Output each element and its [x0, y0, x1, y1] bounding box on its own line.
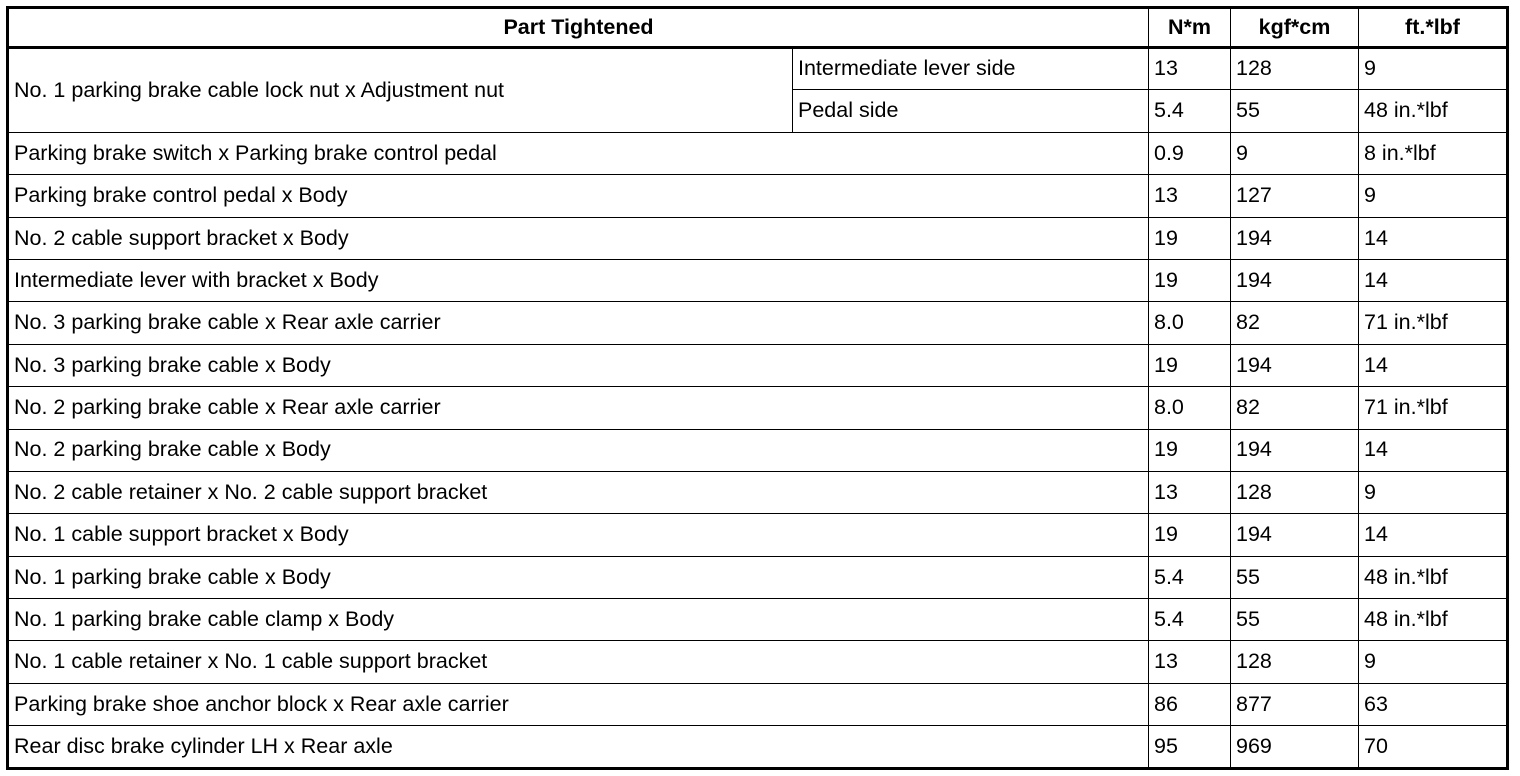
table-row — [8, 344, 1508, 386]
ftlbf-cell: 71 in.*lbf — [1359, 387, 1508, 429]
ftlbf-cell: 71 in.*lbf — [1359, 302, 1508, 344]
table-body — [8, 48, 1508, 769]
part-cell: Intermediate lever with bracket x Body — [8, 259, 1149, 301]
kgfcm-cell: 194 — [1231, 344, 1359, 386]
nm-cell: 5.4 — [1149, 599, 1231, 641]
part-cell: No. 2 parking brake cable x Rear axle carrier — [8, 387, 1149, 429]
table-row — [8, 429, 1508, 471]
nm-cell: 95 — [1149, 726, 1231, 768]
nm-cell: 8.0 — [1149, 387, 1231, 429]
kgfcm-cell: 194 — [1231, 429, 1359, 471]
table-row — [8, 175, 1508, 217]
ftlbf-cell: 14 — [1359, 217, 1508, 259]
header-nm: N*m — [1149, 8, 1231, 48]
ftlbf-cell: 63 — [1359, 683, 1508, 725]
kgfcm-cell: 877 — [1231, 683, 1359, 725]
part-cell: No. 1 cable retainer x No. 1 cable support bracket — [8, 641, 1149, 683]
kgfcm-cell: 194 — [1231, 514, 1359, 556]
nm-cell: 13 — [1149, 471, 1231, 513]
part-cell: Parking brake switch x Parking brake control pedal — [8, 132, 1149, 174]
table-row — [8, 217, 1508, 259]
ftlbf-cell: 9 — [1359, 641, 1508, 683]
table-row — [8, 48, 1508, 90]
nm-cell: 19 — [1149, 429, 1231, 471]
side-cell: Pedal side — [793, 90, 1149, 132]
kgfcm-cell: 55 — [1231, 556, 1359, 598]
part-cell: No. 2 parking brake cable x Body — [8, 429, 1149, 471]
kgfcm-cell: 9 — [1231, 132, 1359, 174]
header-row — [8, 8, 1508, 48]
nm-cell: 0.9 — [1149, 132, 1231, 174]
nm-cell: 13 — [1149, 175, 1231, 217]
torque-specification-table — [6, 6, 1509, 770]
part-cell: No. 3 parking brake cable x Rear axle carrier — [8, 302, 1149, 344]
ftlbf-cell: 48 in.*lbf — [1359, 90, 1508, 132]
part-cell: No. 1 parking brake cable clamp x Body — [8, 599, 1149, 641]
side-cell: Intermediate lever side — [793, 48, 1149, 90]
table-row — [8, 683, 1508, 725]
part-cell: Parking brake control pedal x Body — [8, 175, 1149, 217]
table-row — [8, 132, 1508, 174]
ftlbf-cell: 9 — [1359, 471, 1508, 513]
kgfcm-cell: 194 — [1231, 217, 1359, 259]
kgfcm-cell: 128 — [1231, 471, 1359, 513]
table-row — [8, 641, 1508, 683]
kgfcm-cell: 128 — [1231, 641, 1359, 683]
nm-cell: 13 — [1149, 48, 1231, 90]
nm-cell: 13 — [1149, 641, 1231, 683]
part-cell: Parking brake shoe anchor block x Rear axle carrier — [8, 683, 1149, 725]
kgfcm-cell: 55 — [1231, 599, 1359, 641]
nm-cell: 8.0 — [1149, 302, 1231, 344]
kgfcm-cell: 194 — [1231, 259, 1359, 301]
part-cell: No. 1 parking brake cable x Body — [8, 556, 1149, 598]
nm-cell: 19 — [1149, 217, 1231, 259]
nm-cell: 86 — [1149, 683, 1231, 725]
ftlbf-cell: 70 — [1359, 726, 1508, 768]
table-row — [8, 387, 1508, 429]
ftlbf-cell: 14 — [1359, 429, 1508, 471]
part-cell: No. 1 cable support bracket x Body — [8, 514, 1149, 556]
kgfcm-cell: 128 — [1231, 48, 1359, 90]
header-ftlbf: ft.*lbf — [1359, 8, 1508, 48]
nm-cell: 19 — [1149, 344, 1231, 386]
ftlbf-cell: 9 — [1359, 175, 1508, 217]
header-kgfcm: kgf*cm — [1231, 8, 1359, 48]
table-row — [8, 259, 1508, 301]
part-cell: No. 2 cable support bracket x Body — [8, 217, 1149, 259]
table-row — [8, 471, 1508, 513]
header-part-tightened: Part Tightened — [8, 8, 1149, 48]
ftlbf-cell: 48 in.*lbf — [1359, 599, 1508, 641]
ftlbf-cell: 14 — [1359, 514, 1508, 556]
nm-cell: 19 — [1149, 259, 1231, 301]
table-row — [8, 599, 1508, 641]
part-cell: No. 3 parking brake cable x Body — [8, 344, 1149, 386]
ftlbf-cell: 14 — [1359, 259, 1508, 301]
part-cell: Rear disc brake cylinder LH x Rear axle — [8, 726, 1149, 768]
table-row — [8, 302, 1508, 344]
part-cell: No. 1 parking brake cable lock nut x Adjustment nut — [8, 48, 793, 133]
table-row — [8, 556, 1508, 598]
table-row — [8, 514, 1508, 556]
kgfcm-cell: 127 — [1231, 175, 1359, 217]
kgfcm-cell: 82 — [1231, 302, 1359, 344]
part-cell: No. 2 cable retainer x No. 2 cable support bracket — [8, 471, 1149, 513]
kgfcm-cell: 969 — [1231, 726, 1359, 768]
kgfcm-cell: 55 — [1231, 90, 1359, 132]
nm-cell: 5.4 — [1149, 90, 1231, 132]
nm-cell: 19 — [1149, 514, 1231, 556]
nm-cell: 5.4 — [1149, 556, 1231, 598]
ftlbf-cell: 48 in.*lbf — [1359, 556, 1508, 598]
ftlbf-cell: 14 — [1359, 344, 1508, 386]
kgfcm-cell: 82 — [1231, 387, 1359, 429]
ftlbf-cell: 9 — [1359, 48, 1508, 90]
table-row — [8, 726, 1508, 768]
ftlbf-cell: 8 in.*lbf — [1359, 132, 1508, 174]
